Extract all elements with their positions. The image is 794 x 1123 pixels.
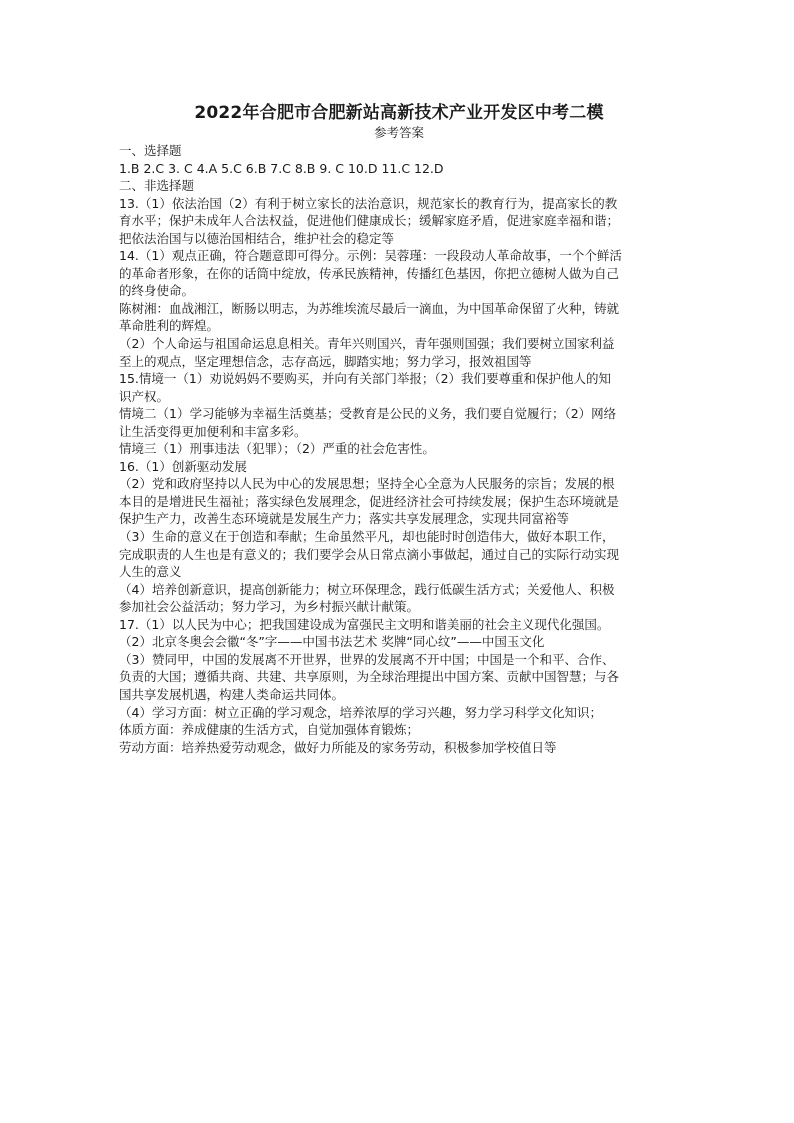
text-line: （2）党和政府坚持以人民为中心的发展思想；坚持全心全意为人民服务的宗旨；发展的根 — [119, 476, 615, 492]
answer-document — [119, 102, 679, 756]
text-line: 识产权。 — [119, 388, 170, 404]
text-line: 14.（1）观点正确，符合题意即可得分。示例：吴蓉瑾：一段段动人革命故事，一个个鲜活 — [119, 248, 622, 264]
text-line: 17.（1）以人民为中心；把我国建设成为富强民主文明和谐美丽的社会主义现代化强国。 — [119, 616, 610, 632]
text-line: 劳动方面：培养热爱劳动观念，做好力所能及的家务劳动，积极参加学校值日等 — [119, 739, 557, 755]
text-line: 国共享发展机遇，构建人类命运共同体。 — [119, 686, 345, 702]
text-line: 情境二（1）学习能够为幸福生活奠基；受教育是公民的义务，我们要自觉履行；（2）网络 — [119, 406, 617, 422]
text-line: 本目的是增进民生福祉；落实绿色发展理念，促进经济社会可持续发展；保护生态环境就是 — [119, 493, 620, 509]
text-line: 的终身使命。 — [119, 283, 195, 299]
text-line: 陈树湘：血战湘江，断肠以明志，为苏维埃流尽最后一滴血，为中国革命保留了火种，铸就 — [119, 300, 620, 316]
text-line: （3）赞同甲，中国的发展离不开世界，世界的发展离不开中国；中国是一个和平、合作、 — [119, 651, 615, 667]
text-line: 13.（1）依法治国（2）有利于树立家长的法治意识，规范家长的教育行为，提高家长的教 — [119, 195, 618, 211]
text-line: 二、非选择题 — [119, 178, 195, 194]
document-title: 2022年合肥市合肥新站高新技术产业开发区中考二模 — [194, 103, 604, 123]
text-line: 一、选择题 — [119, 143, 182, 158]
text-line: 让生活变得更加便利和丰富多彩。 — [119, 423, 307, 439]
text-line: （3）生命的意义在于创造和奉献；生命虽然平凡，却也能时时创造伟大，做好本职工作， — [119, 529, 615, 545]
text-line: 至上的观点，坚定理想信念，志存高远，脚踏实地；努力学习，报效祖国等 — [119, 353, 532, 369]
text-line: 革命胜利的辉煌。 — [119, 318, 220, 334]
text-line: 16.（1）创新驱动发展 — [119, 458, 247, 474]
text-line: 15.情境一（1）劝说妈妈不要购买，并向有关部门举报；（2）我们要尊重和保护他人的知 — [119, 371, 612, 387]
text-line: 人生的意义 — [119, 564, 182, 580]
text-line: 的革命者形象，在你的话筒中绽放，传承民族精神，传播红色基因，你把立德树人做为自己 — [119, 265, 620, 281]
text-line: （4）培养创新意识，提高创新能力；树立环保理念，践行低碳生活方式；关爱他人、积极 — [119, 581, 615, 597]
answer-body — [119, 142, 679, 756]
text-line: 参加社会公益活动；努力学习，为乡村振兴献计献策。 — [119, 599, 420, 615]
text-line: 情境三（1）刑事违法（犯罪）；（2）严重的社会危害性。 — [119, 441, 435, 457]
text-line: （2）北京冬奥会会徽“冬”字——中国书法艺术 奖牌“同心纹”——中国玉文化 — [119, 634, 545, 650]
text-line: 把依法治国与以德治国相结合，维护社会的稳定等 — [119, 230, 395, 246]
text-line: 1.B 2.C 3. C 4.A 5.C 6.B 7.C 8.B 9. C 10.D 11.C 12.D — [119, 160, 444, 176]
text-line: 保护生产力，改善生态环境就是发展生产力；落实共享发展理念，实现共同富裕等 — [119, 511, 570, 527]
text-line: （2）个人命运与祖国命运息息相关。青年兴则国兴，青年强则国强；我们要树立国家利益 — [119, 336, 615, 352]
text-line: 育水平；保护未成年人合法权益，促进他们健康成长；缓解家庭矛盾，促进家庭幸福和谐； — [119, 213, 620, 229]
text-line: 体质方面：养成健康的生活方式，自觉加强体育锻炼； — [119, 722, 420, 738]
text-line: 完成职责的人生也是有意义的；我们要学会从日常点滴小事做起，通过自己的实际行动实现 — [119, 546, 620, 562]
text-line: 负责的大国；遵循共商、共建、共享原则，为全球治理提出中国方案、贡献中国智慧；与各 — [119, 669, 620, 685]
text-line: （4）学习方面：树立正确的学习观念，培养浓厚的学习兴趣，努力学习科学文化知识； — [119, 704, 602, 720]
document-subtitle: 参考答案 — [373, 125, 424, 140]
